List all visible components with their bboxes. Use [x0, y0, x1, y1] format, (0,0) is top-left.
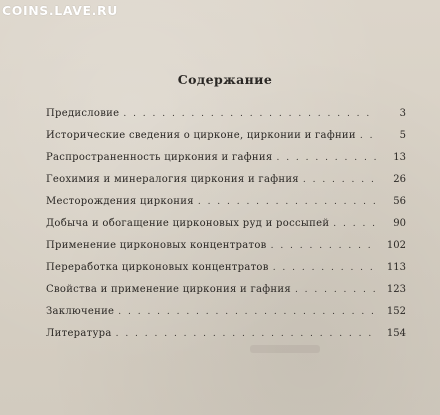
toc-entry: [46, 195, 406, 217]
toc-entry-title: Месторождения циркония: [46, 196, 194, 207]
toc-entry-page: 113: [386, 262, 406, 273]
toc-entry-page: 13: [393, 152, 406, 163]
toc-entry-page: 26: [393, 174, 406, 185]
toc-entry-page: 90: [393, 218, 406, 229]
toc-entry: [46, 239, 406, 261]
dot-leader: [276, 151, 376, 165]
dot-leader: [198, 195, 376, 209]
toc-entry-page: 3: [399, 108, 406, 119]
toc-entry-title: Исторические сведения о цирконе, цирконии и гафнии: [46, 130, 356, 141]
toc-entry-title: Свойства и применение циркония и гафния: [46, 284, 291, 295]
toc-entry-title: Переработка цирконовых концентратов: [46, 262, 269, 273]
toc-list: [46, 107, 406, 349]
toc-entry: [46, 305, 406, 327]
toc-entry-title: Добыча и обогащение цирконовых руд и россыпей: [46, 218, 330, 229]
dot-leader: [360, 129, 376, 143]
dot-leader: [273, 261, 376, 275]
toc-entry-page: 5: [399, 130, 406, 141]
dot-leader: [118, 305, 376, 319]
toc-entry-title: Распространенность циркония и гафния: [46, 152, 273, 163]
toc-entry-title: Предисловие: [46, 108, 120, 119]
toc-entry: [46, 129, 406, 151]
toc-entry: [46, 327, 406, 349]
toc-entry-page: 123: [386, 284, 406, 295]
show-through-smudge: [250, 345, 320, 353]
toc-entry: [46, 261, 406, 283]
toc-entry-title: Применение цирконовых концентратов: [46, 240, 267, 251]
toc-entry: [46, 151, 406, 173]
dot-leader: [116, 327, 376, 341]
toc-entry-title: Геохимия и минералогия циркония и гафния: [46, 174, 299, 185]
toc-entry-title: Литература: [46, 328, 112, 339]
toc-title: Содержание: [177, 72, 273, 87]
dot-leader: [271, 239, 376, 253]
toc-entry-page: 154: [386, 328, 406, 339]
toc-entry-page: 102: [386, 240, 406, 251]
dot-leader: [303, 173, 376, 187]
dot-leader: [123, 107, 376, 121]
toc-entry-page: 152: [386, 306, 406, 317]
toc-entry: [46, 283, 406, 305]
dot-leader: [295, 283, 376, 297]
toc-entry-title: Заключение: [46, 306, 115, 317]
watermark: COINS.LAVE.RU: [2, 3, 118, 18]
dot-leader: [333, 217, 376, 231]
toc-entry: [46, 217, 406, 239]
toc-entry: [46, 173, 406, 195]
toc-entry-page: 56: [393, 196, 406, 207]
toc-entry: [46, 107, 406, 129]
